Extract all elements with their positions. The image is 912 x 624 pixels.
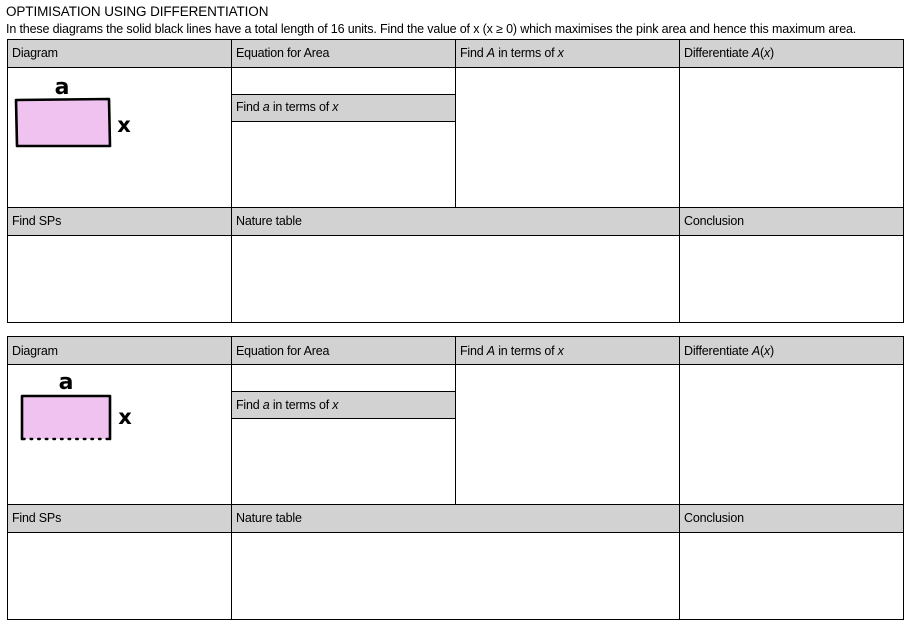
- header-nature-table: Nature table: [236, 214, 302, 228]
- header-equation-for-area: Equation for Area: [236, 344, 330, 358]
- header-find-sps: Find SPs: [12, 214, 62, 228]
- rectangle-diagram: [9, 73, 149, 153]
- worksheet-grid-2: [7, 336, 904, 620]
- header-conclusion: Conclusion: [684, 511, 744, 525]
- label-x: x: [117, 113, 131, 137]
- header-differentiate: Differentiate A(x): [684, 344, 774, 358]
- header-diagram: Diagram: [12, 344, 58, 358]
- header-diagram: Diagram: [12, 46, 58, 60]
- header-find-A: Find A in terms of x: [460, 344, 564, 358]
- header-nature-table: Nature table: [236, 511, 302, 525]
- header-differentiate: Differentiate A(x): [684, 46, 774, 60]
- page-title: OPTIMISATION USING DIFFERENTIATION: [6, 4, 269, 19]
- header-find-A: Find A in terms of x: [460, 46, 564, 60]
- rectangle-diagram-open-bottom: [11, 368, 151, 448]
- label-a: a: [54, 75, 70, 100]
- instruction-text: In these diagrams the solid black lines have a total length of 16 units. Find the value of x (x ≥ 0) which maximises the pink area and hence this maximum area.: [6, 22, 857, 36]
- label-a: a: [58, 370, 74, 395]
- label-x: x: [118, 405, 132, 429]
- header-find-sps: Find SPs: [12, 511, 62, 525]
- header-find-a: Find a in terms of x: [236, 100, 339, 114]
- header-conclusion: Conclusion: [684, 214, 744, 228]
- worksheet-grid-1: [7, 39, 904, 323]
- header-find-a: Find a in terms of x: [236, 398, 339, 412]
- header-equation-for-area: Equation for Area: [236, 46, 330, 60]
